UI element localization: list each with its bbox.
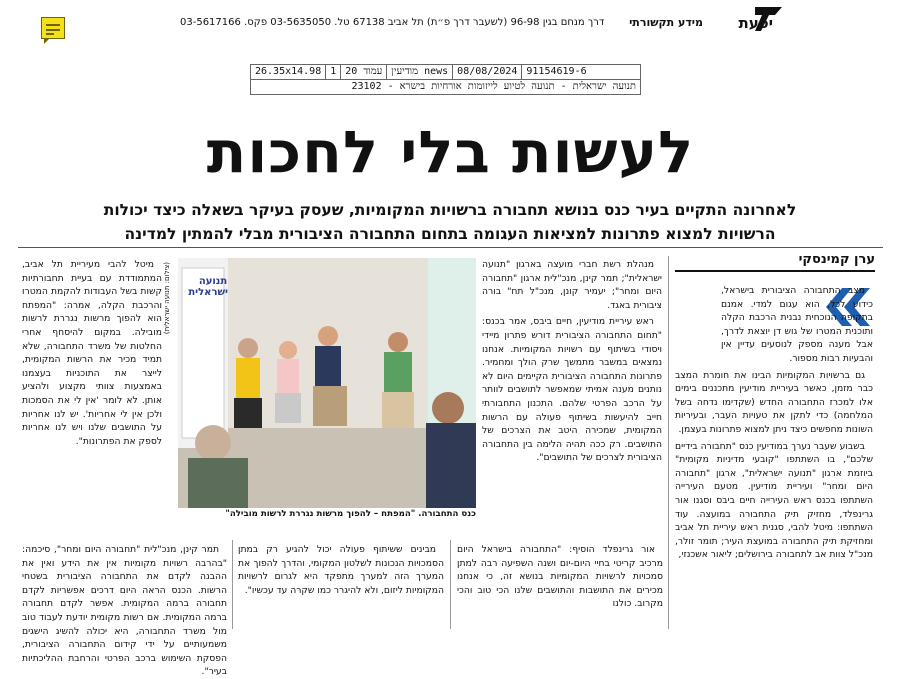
paragraph: מצב התחבורה הציבורית בישראל, כידוע לכל, הוא עגום למדי. אמנם בתקופה הנוכחית נבנית הרכבת הקלה ותוכנית המטרו של גוש דן יוצאת לדרך, אבל מענה מספק לנוסעים עדיין אין והבעיות רבות מספור. — [721, 285, 873, 364]
paragraph: בשבוע שעבר נערך במודיעין כנס "תחבורה בידיים שלכם", בו השתתפו "קובעי מדיניות מקומית" ביוזמת ארגון "תנועה ישראלית", ארגון "תחבורה היום ומחר" ועיריית מודיעין. מטעם העירייה השתתפו בכנס ראש העירייה חיים ביבס וסגנו אור גרינפלד, מחזיק תיק התחבורה במועצה. עוד השתתפו: מיטל להבי, סגנית ראש עיריית תל אביב ומחזיקת תיק התחבורה במועצת העיר; תומר זולר, מנכ"ל צוות אב לתחבורה בירושלים; ליאור אשכנזי, — [675, 440, 873, 561]
article-lead — [25, 198, 875, 246]
brand-name: יפעת — [738, 14, 773, 32]
divider — [18, 247, 883, 248]
contact-line: דרך מנחם בגין 96-98 (לשעבר דרך פ״ת) תל אביב 67138 טל. 03-5635050 פקס. 03-5617166 — [180, 17, 605, 28]
meta-topic: תנועה ישראלית - תנועה לטיוע לייזומות אורחיות בישרא - 23102 — [351, 81, 636, 92]
clipping-metadata — [250, 64, 641, 95]
paragraph: ראש עיריית מודיעין, חיים ביבס, אמר בכנס: "תחום התחבורה הציבורית דורש פתרון מיידי ויסודי בשיתוף עם רשויות המקומיות. אנחנו נמצאים במשבר מתמשך שרק הולך ומחמיר. פתרונות התחבורה הציבורית הקיימים היום לא נותנים מענה אמיתי שמאפשר לתושבים לוותר על הרכב הפרטי שלהם. התכנון התחבורתי חייב להיעשות בשיתוף פעולה עם הרשות המקומית, שמכירה היטב את הצרכים של התושבים. רק ככה תהיה הלימה בין התחבורה הציבורית לצרכים של התושבים". — [482, 316, 662, 464]
paragraph: אור גרינפלד הוסיף: "התחבורה בישראל היום מרכיב קריטי בחיי היום-יום ושנה השפיעה רבה למתן סמכויות לרשויות המקומיות בנושא זה, כי אנחנו מכירים את התושבות והתושבים שלנו הכי טוב והכי מקרוב. כולנו — [457, 544, 663, 610]
meta-date: 08/08/2024 — [453, 65, 522, 79]
column-separator — [668, 256, 669, 629]
paragraph: תמר קינן, מנכ"לית "תחבורה היום ומחר", סיכמה: "בהרבה רשויות מקומיות אין את הידע ואין את ההבנה לקדם את התחבורה הציבורית בשטחי הרשות. הכנס הראה היום דרכים אפשריות לקדם תחבורה ברמה המקומית. אפשר לקדם תחבורה ברמה המקומית. אם רשות מקומית יודעת לעבוד טוב מול משרד התחבורה, היא יכולה להשיג הישגים משמעותיים על ידי קידום התחבורה הציבורית, הפסקת השימוש ברכב הפרטי והרחבת ההליכתיות בעיר". — [22, 544, 227, 678]
meta-id: 91154619-6 — [526, 66, 587, 77]
article-column-2 — [482, 258, 662, 543]
paragraph: מנהלת רשת חברי מועצה בארגון "תנועה ישראלית"; תמר קינן, מנכ"לית ארגון "תחבורה היום ומחר"; יעמיר קונן, מנכ"ל תח" בורה ציבורית באגד. — [482, 259, 662, 311]
photo-caption: כנס התחבורה. "המפתח – להפוך מרשות נגררת לרשות מובילה" — [225, 509, 476, 519]
paragraph: גם ברשויות המקומיות הבינו את חומרת המצב כבר מזמן, כאשר בעיריית מודיעין מתכננים בימים אלו למכרז התחבורה החדש (שקדימו נדחה בשל המלחמה) כדי לתקן את טעויות העבר, ובעיריות השונות מחפשים כיצד ניתן למצוא פתרונות בעצמן. — [675, 369, 873, 435]
article-column-4-bottom — [22, 543, 227, 678]
paragraph: מבינים ששיתוף פעולה יכול להגיע רק במתן הסמכויות הנכונות לשלטון המקומי, והדרך להפוך את המערך הזה למערך מתפקד היא לגרום לרשויות המקומיות ליזום, ולא להיגרר כמו שקרה עד עכשיו". — [238, 544, 444, 596]
article-column-1 — [675, 284, 873, 629]
article-column-2-bottom — [457, 543, 663, 629]
column-separator — [232, 540, 233, 629]
author-divider — [675, 270, 875, 272]
brand-subtitle: מידע תקשורתי — [629, 16, 703, 29]
lead-line-1: לאחרונה התקיים בעיר כנס בנושא תחבורה ברשויות המקומיות, שעסק בעיקר בשאלה כיצד יכולות — [103, 201, 797, 219]
meta-publication: news מודיעין — [387, 65, 453, 79]
paragraph: מיטל להבי מעיריית תל אביב, המתמודדת עם בעיית תחבורתיות קשות בשל העבודות להקמת המטרו והרכבת הקלה, אמרה: "המפתח הוא להפוך מרשות נגררת לרשות מובילה. במקום להיסחף אחרי החלטות של משרד התחבורה, שלא תמיד מכיר את הרשות המקומית, לייצר את התוכניות בעצמנו באמצעות צוותי מקצוע ולהציע אותן. לא לומר 'אין לי את הסמכות ולכן אין לי אחריות'. יש לנו אחריות על התושבים שלנו ויש לנו אחריות לספק את הפתרונות". — [22, 259, 162, 447]
meta-page: עמוד 20 — [341, 65, 387, 79]
photo-credit: (צילום: תנועה ישראלית) — [163, 262, 171, 335]
sticky-note-icon[interactable] — [41, 17, 65, 39]
lead-line-2: הרשויות למצוא פתרונות למציאות העגומה בתחום התחבורה הציבורית מבלי להמתין למדינה — [124, 225, 776, 243]
author-name: ערן קמינסקי — [798, 252, 875, 267]
banner-line-1: תנועה — [198, 276, 228, 287]
banner-line-2: ישראלית — [188, 287, 228, 298]
article-column-4 — [22, 258, 162, 540]
meta-size: 26.35x14.98 — [251, 65, 326, 79]
column-separator — [450, 540, 451, 629]
article-column-3 — [238, 543, 444, 629]
meta-page-count: 1 — [326, 65, 341, 79]
banner-text — [188, 276, 228, 298]
conference-photo — [178, 258, 476, 508]
article-title: לעשות בלי לחכות — [206, 118, 695, 186]
